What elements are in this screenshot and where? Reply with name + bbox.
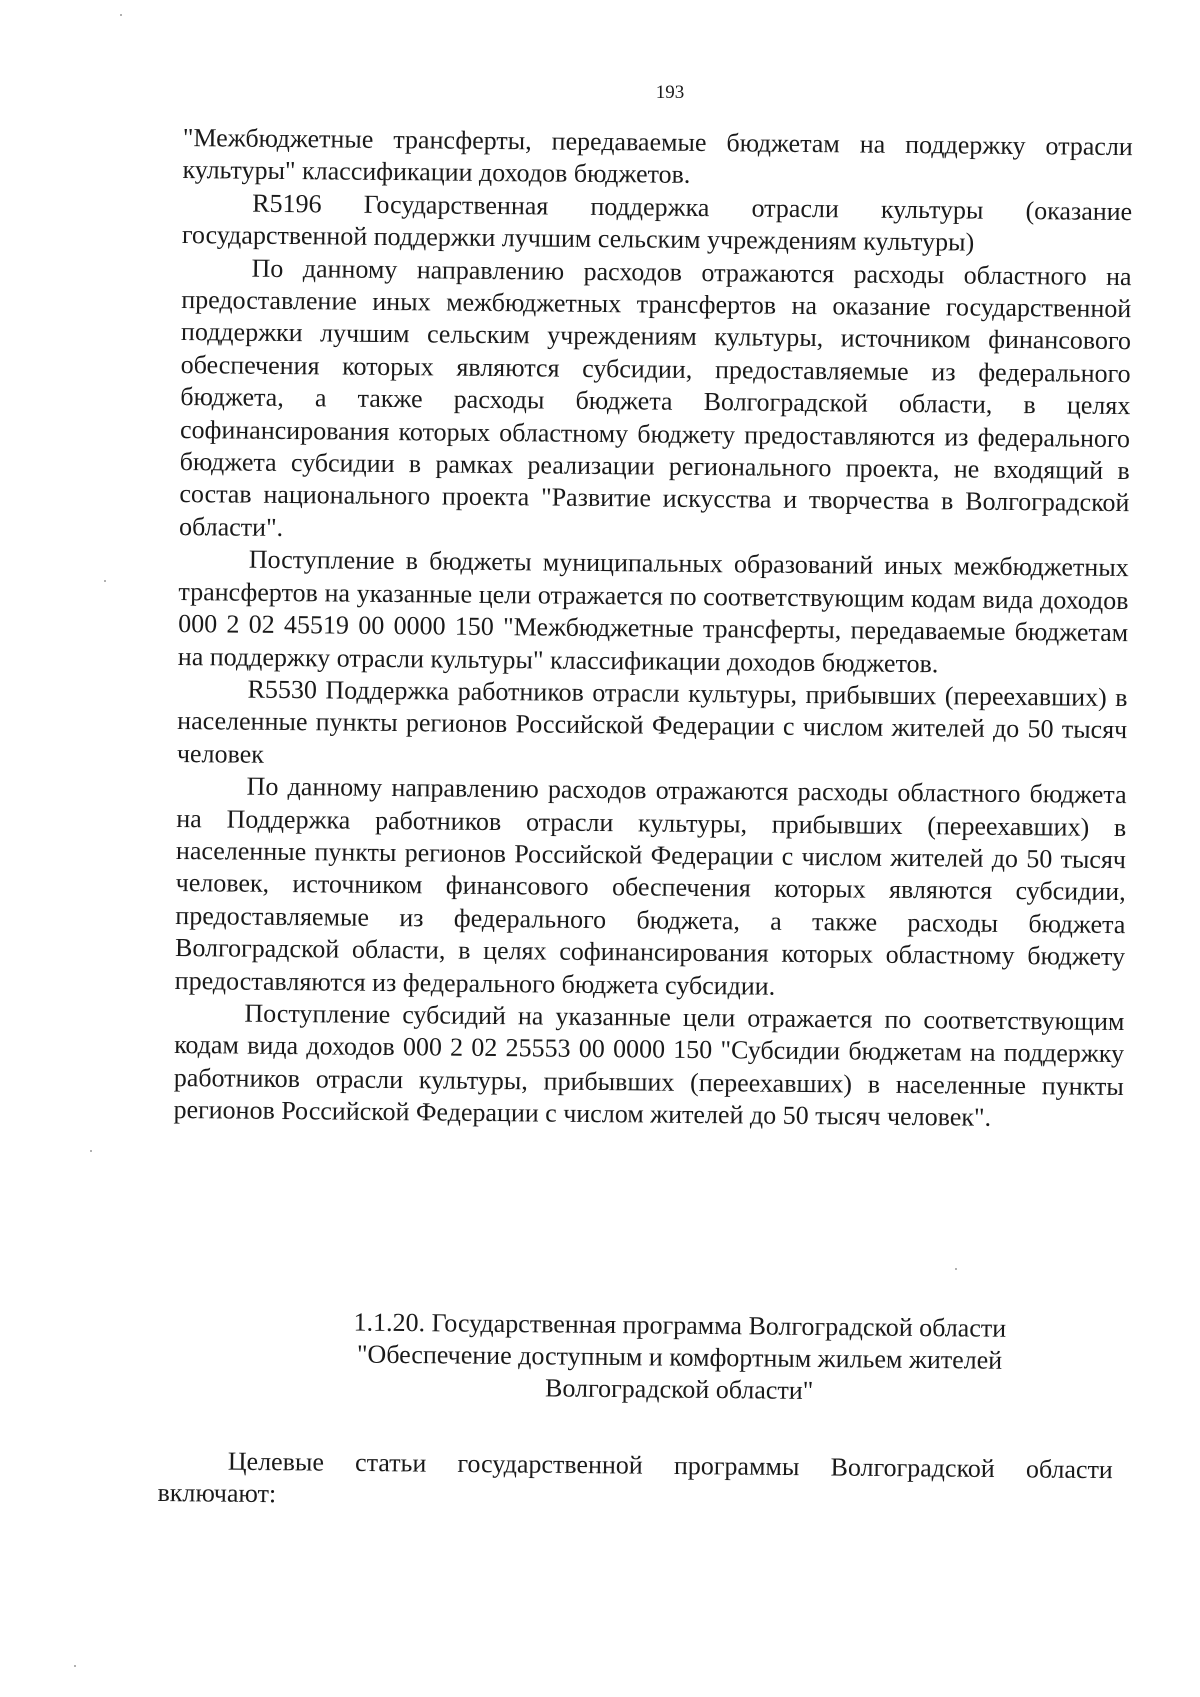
scan-speck [104,580,106,582]
section-heading-line: Волгоградской области" [544,1373,814,1405]
paragraph-r5530-income: Поступление субсидий на указанные цели отражается по соответствующим кодам вида доходов 000 2 02 25553 00 0000 150 "Субсидии бюджетам на поддержку работников отрасли культуры, прибывших (переехавших) в населенные пункты регионов Российской Федерации с числом жителей до 50 тысяч человек". [173,998,1125,1132]
scan-speck [955,1268,957,1270]
paragraph-r5196-income: Поступление в бюджеты муниципальных образований иных межбюджетных трансфертов на указанные цели отражается по соответствующим кодам вида доходов 000 2 02 45519 00 0000 150 "Межбюджетные трансферты, передаваемые бюджетам на поддержку отрасли культуры" классификации доходов бюджетов. [177,544,1129,678]
section-heading-line: "Обеспечение доступным и комфортным жильем жителей [356,1339,1003,1375]
page-number: 193 [655,82,685,103]
paragraph-r5196-description: По данному направлению расходов отражаются расходы областного на предоставление иных межбюджетных трансфертов на оказание государственной поддержки лучшим сельским учреждениям культуры, источником финансового обеспечения которых являются субсидии, предоставляемые из федерального бюджета, а также расходы бюджета Волгоградской области, в целях софинансирования которых областному бюджету предоставляются из федерального бюджета субсидии в рамках реализации регионального проекта, не входящий в состав национального проекта "Развитие искусства и творчества в Волгоградской области". [178,253,1132,542]
body-text [173,122,1133,1136]
scan-speck [74,1665,76,1667]
intro-paragraph: Целевые статьи государственной программы Волгоградской области включают: [157,1446,1113,1509]
section-heading [299,1306,1060,1409]
paragraph-r5530-description: По данному направлению расходов отражаются расходы областного бюджета на Поддержка работников отрасли культуры, прибывших (переехавших) в населенные пункты регионов Российской Федерации с числом жителей до 50 тысяч человек, источником финансового обеспечения которых являются субсидии, предоставляемые из федерального бюджета, а также расходы бюджета Волгоградской области, в целях софинансирования которых областному бюджету предоставляются из федерального бюджета субсидии. [174,771,1127,1001]
scan-speck [120,14,122,16]
scan-speck [90,1150,92,1152]
section-heading-line: 1.1.20. Государственная программа Волгоградской области [353,1307,1007,1343]
section-intro [157,1445,1113,1518]
paragraph-continuation: "Межбюджетные трансферты, передаваемые бюджетам на поддержку отрасли культуры" классификации доходов бюджетов. [182,122,1133,190]
paragraph-r5196-title: R5196 Государственная поддержка отрасли культуры (оказание государственной поддержки лучшим сельским учреждениям культуры) [181,188,1133,257]
paragraph-r5530-title: R5530 Поддержка работников отрасли культуры, прибывших (переехавших) в населенные пункты регионов Российской Федерации с числом жителей до 50 тысяч человек [176,674,1128,769]
